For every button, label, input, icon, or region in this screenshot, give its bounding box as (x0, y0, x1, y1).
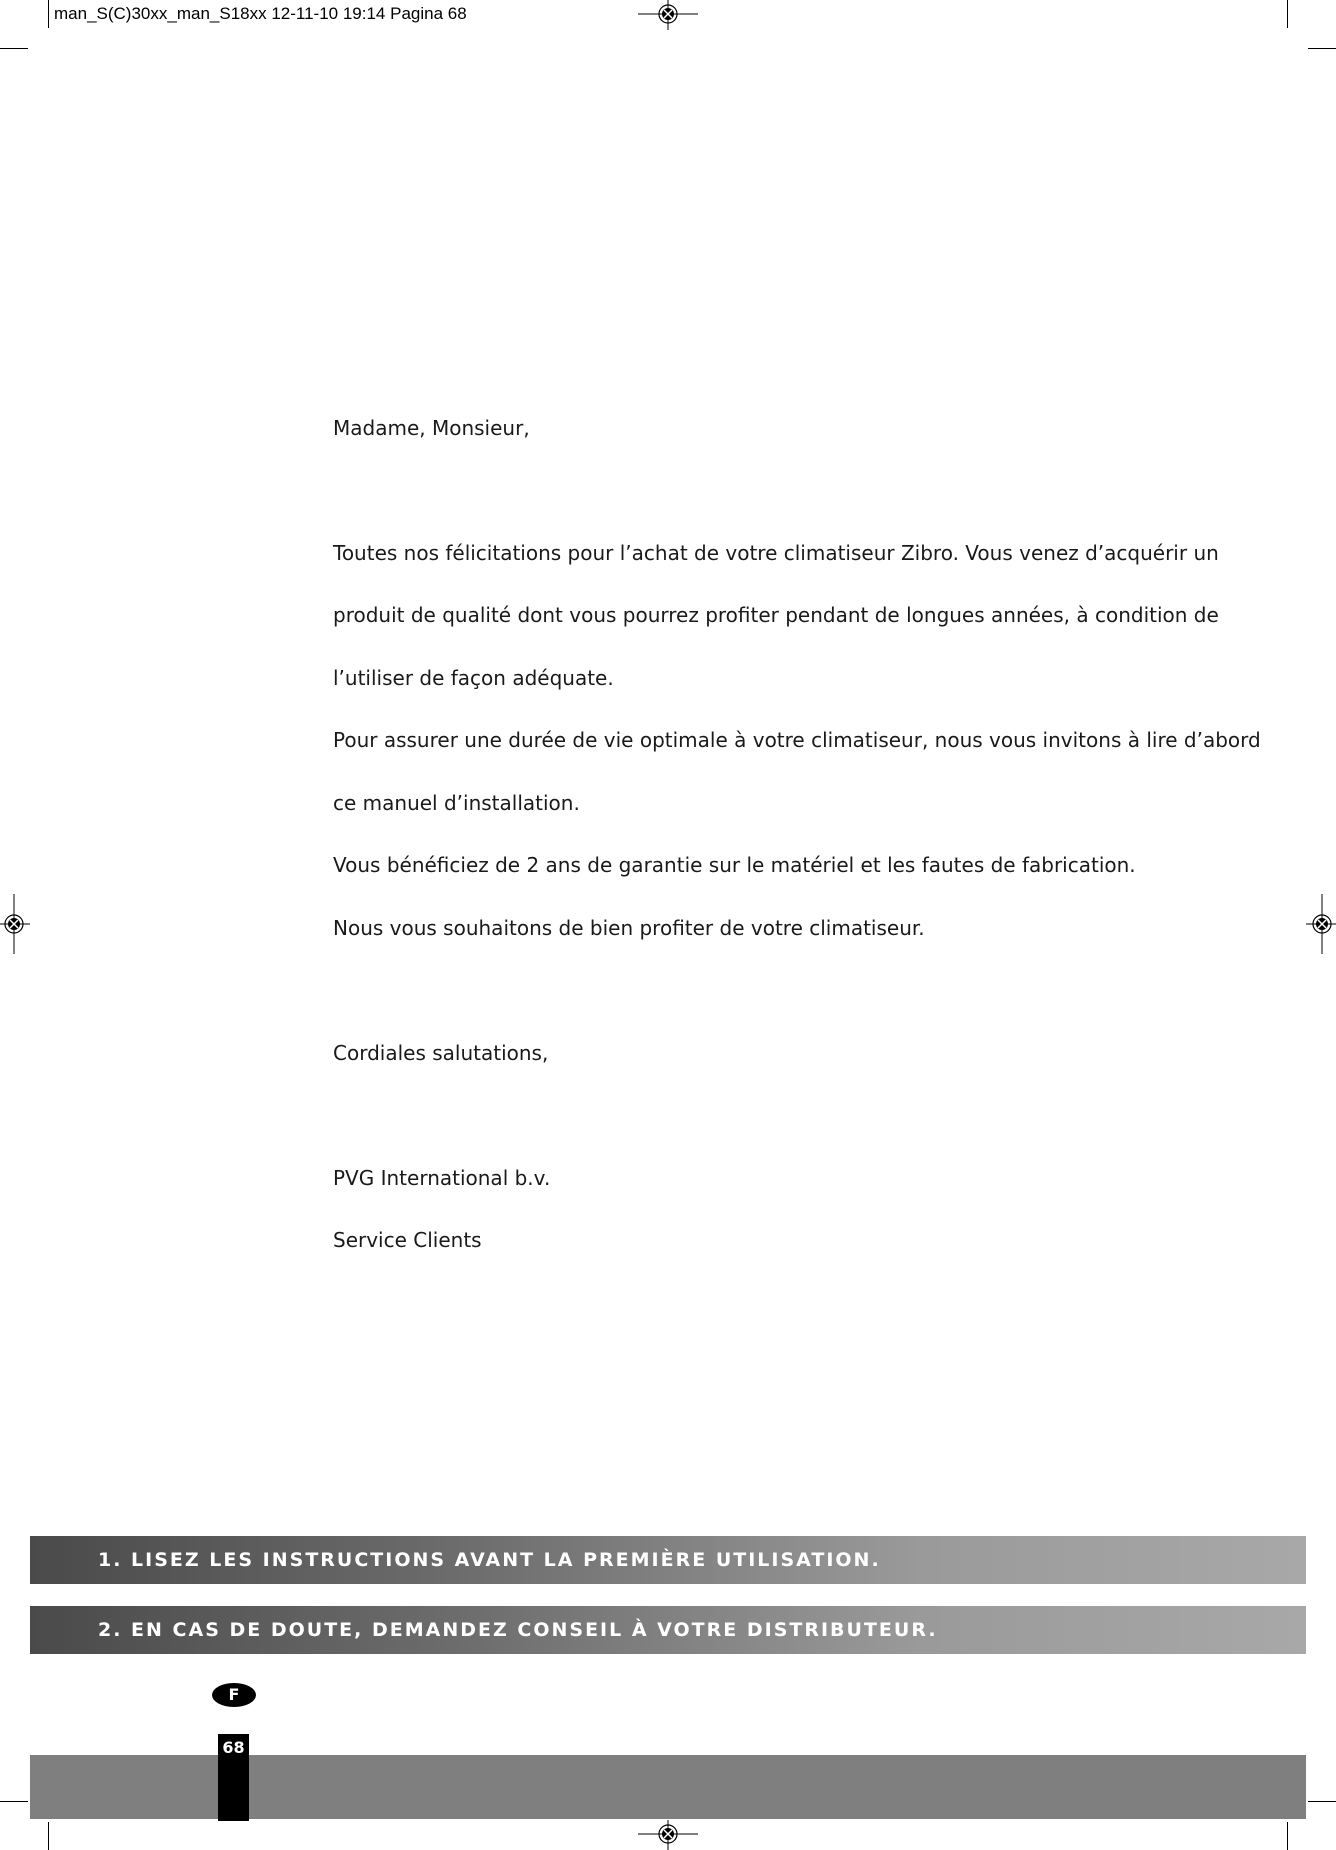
instruction-banner (30, 1606, 1306, 1654)
registration-mark-top-icon (638, 0, 698, 32)
crop-mark-bottom-right-v (1287, 1822, 1288, 1850)
registration-mark-right-icon (1304, 894, 1336, 954)
crop-mark-top-right-h (1308, 48, 1336, 49)
letter-line: Pour assurer une durée de vie optimale à votre climatiseur, nous vous invitons à lire d’abord (333, 728, 1261, 752)
instruction-text: 2. EN CAS DE DOUTE, DEMANDEZ CONSEIL À VOTRE DISTRIBUTEUR. (98, 1619, 938, 1641)
letter-closing: Cordiales salutations, (333, 1041, 549, 1065)
crop-mark-top-left-v (48, 0, 49, 28)
letter-line: produit de qualité dont vous pourrez profiter pendant de longues années, à condition de (333, 603, 1219, 627)
instruction-text: 1. LISEZ LES INSTRUCTIONS AVANT LA PREMIÈRE UTILISATION. (98, 1549, 881, 1571)
letter-department: Service Clients (333, 1228, 482, 1252)
letter-line: l’utiliser de façon adéquate. (333, 666, 614, 690)
crop-mark-bottom-right-h (1308, 1801, 1336, 1802)
page-number: 68 (218, 1734, 249, 1821)
instruction-banner (30, 1536, 1306, 1584)
crop-mark-top-left-h (0, 48, 28, 49)
letter-line: Nous vous souhaitons de bien profiter de votre climatiseur. (333, 916, 925, 940)
letter-salutation: Madame, Monsieur, (333, 416, 530, 440)
letter-line: ce manuel d’installation. (333, 791, 580, 815)
crop-mark-bottom-left-v (48, 1822, 49, 1850)
crop-mark-bottom-left-h (0, 1801, 28, 1802)
letter-company: PVG International b.v. (333, 1166, 551, 1190)
language-badge: F (212, 1683, 256, 1707)
registration-mark-bottom-icon (638, 1818, 698, 1850)
letter-line: Toutes nos félicitations pour l’achat de votre climatiseur Zibro. Vous venez d’acquérir un (333, 541, 1219, 565)
letter-line: Vous bénéficiez de 2 ans de garantie sur le matériel et les fautes de fabrication. (333, 853, 1136, 877)
registration-mark-left-icon (0, 894, 32, 954)
crop-mark-top-right-v (1287, 0, 1288, 28)
print-slug: man_S(C)30xx_man_S18xx 12-11-10 19:14 Pagina 68 (54, 4, 467, 23)
